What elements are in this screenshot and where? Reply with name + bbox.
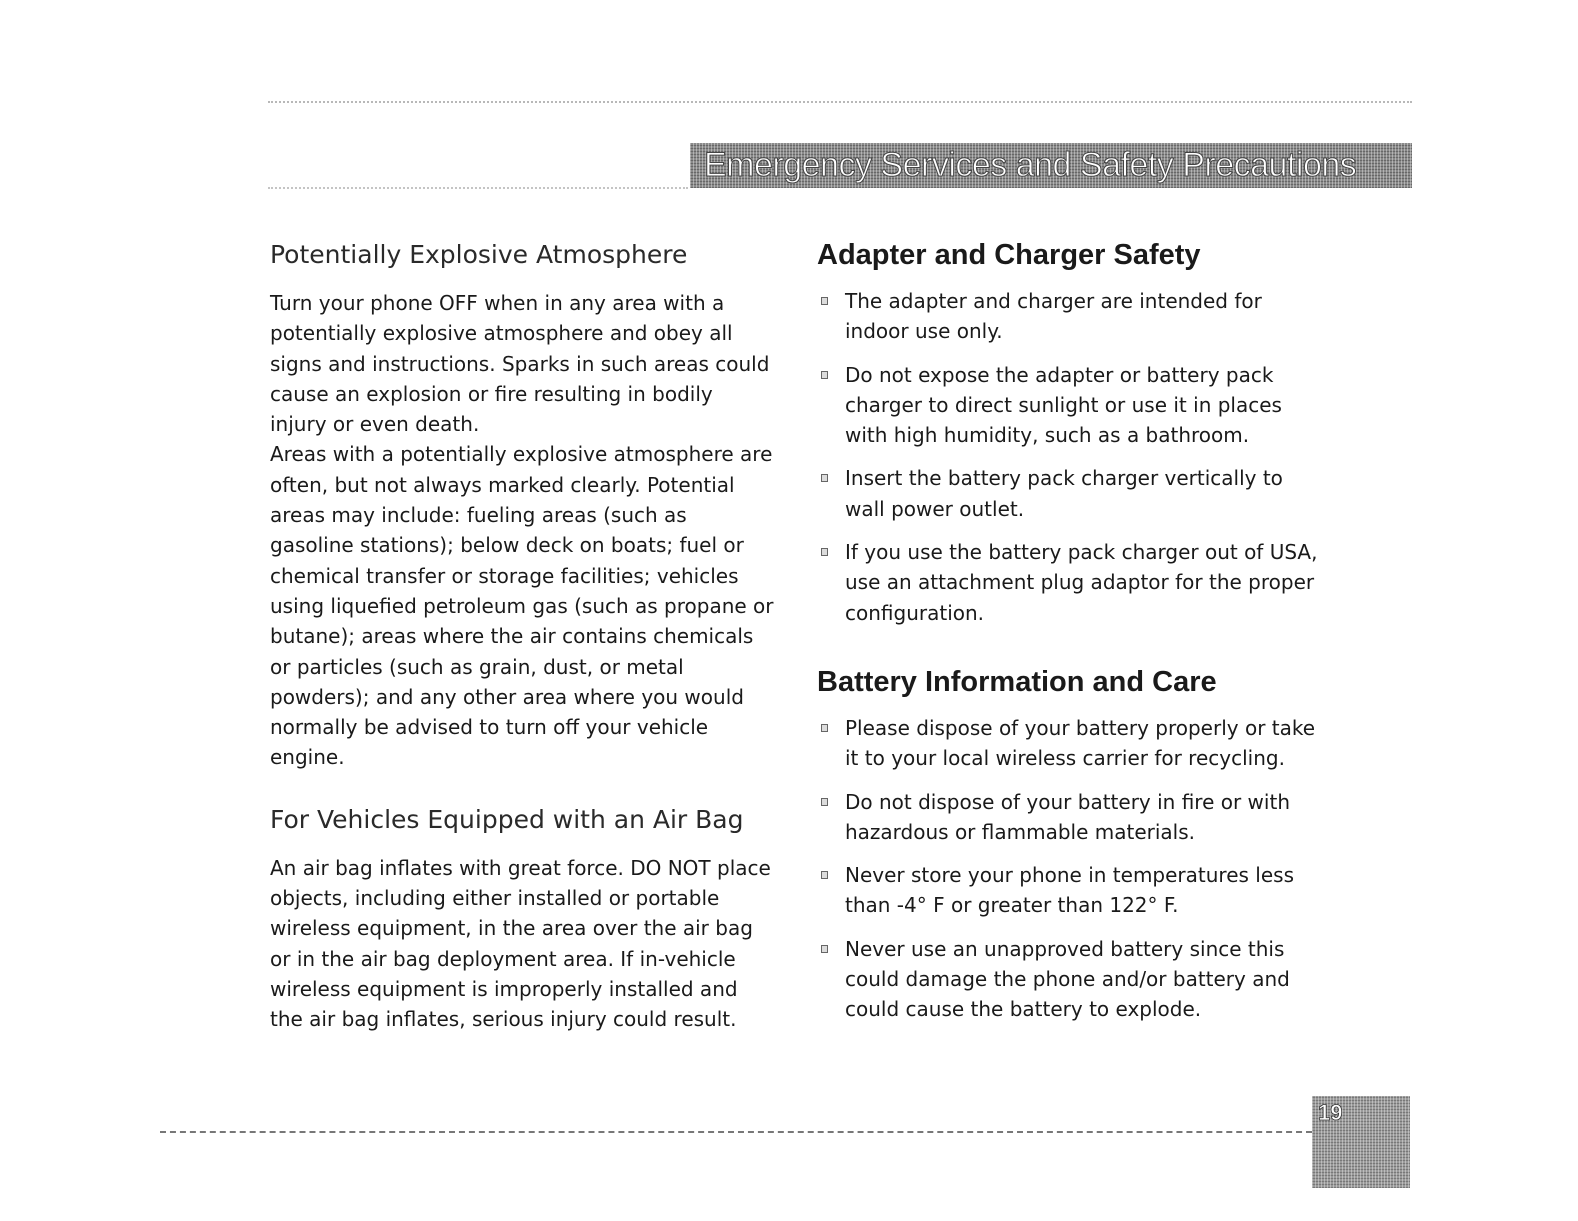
bullet-icon [821, 871, 828, 879]
list-item-text: Do not expose the adapter or battery pack charger to direct sunlight or use it in places with high humidity, such as a bathroom. [845, 362, 1282, 448]
list-item [817, 537, 1322, 628]
top-dotted-rule [268, 101, 1412, 103]
bullet-icon [821, 724, 828, 732]
paragraph: Turn your phone OFF when in any area with a potentially explosive atmosphere and obey all signs and instructions. Sparks in such areas could cause an explosion or fire resulting in bodily injury or even death. [270, 291, 770, 437]
list-item-text: Insert the battery pack charger vertically to wall power outlet. [845, 466, 1283, 521]
list-item [817, 463, 1322, 524]
list-item-text: Never use an unapproved battery since this could damage the phone and/or battery and could cause the battery to explode. [845, 936, 1290, 1022]
paragraph: Areas with a potentially explosive atmosphere are often, but not always marked clearly. Potential areas may include: fueling areas (such as gasoline stations); below deck on boats; fuel or chemical transfer or storage facilities; vehicles using liquefied petroleum gas (such as propane or butane); areas where the air contains chemicals or particles (such as grain, dust, or metal powders); and any other area where you would normally be advised to turn off your vehicle engine. [270, 442, 774, 770]
list-item-text: If you use the battery pack charger out of USA, use an attachment plug adaptor for the proper configuration. [845, 540, 1318, 625]
list-item [817, 360, 1322, 451]
list-item [817, 860, 1322, 921]
page-number-badge [1312, 1096, 1410, 1188]
page-title: Emergency Services and Safety Precautions [704, 146, 1357, 184]
adapter-safety-list [817, 286, 1322, 628]
page-number: 19 [1318, 1100, 1343, 1125]
section-heading-battery-care: Battery Information and Care [817, 665, 1217, 698]
list-item-text: Never store your phone in temperatures less than -4° F or greater than 122° F. [845, 863, 1294, 918]
list-item [817, 787, 1322, 848]
paragraph: An air bag inflates with great force. DO NOT place objects, including either installed or portable wireless equipment, in the area over the air bag or in the air bag deployment area. If in-vehicle wireless equipment is improperly installed and the air bag inflates, serious injury could result. [270, 855, 771, 1032]
list-item [817, 286, 1322, 347]
section-heading-explosive-atmosphere: Potentially Explosive Atmosphere [270, 240, 688, 269]
section-heading-adapter-charger-safety: Adapter and Charger Safety [817, 239, 1201, 271]
list-item-text: Do not dispose of your battery in fire or with hazardous or flammable materials. [845, 789, 1290, 844]
bullet-icon [821, 798, 828, 806]
list-item-text: The adapter and charger are intended for indoor use only. [845, 289, 1262, 344]
bullet-icon [821, 474, 828, 482]
section-heading-air-bag: For Vehicles Equipped with an Air Bag [270, 804, 744, 834]
bullet-icon [821, 945, 828, 953]
list-item [817, 713, 1322, 774]
section-header-banner [690, 143, 1412, 188]
left-column [270, 236, 775, 1035]
list-item [817, 934, 1322, 1025]
bullet-icon [821, 548, 828, 556]
header-dotted-rule [268, 187, 688, 189]
right-column [817, 236, 1322, 1038]
battery-care-list [817, 713, 1322, 1025]
list-item-text: Please dispose of your battery properly or take it to your local wireless carrier for recycling. [845, 715, 1316, 771]
footer-dashed-rule [160, 1131, 1312, 1133]
bullet-icon [821, 371, 828, 379]
bullet-icon [821, 297, 828, 305]
